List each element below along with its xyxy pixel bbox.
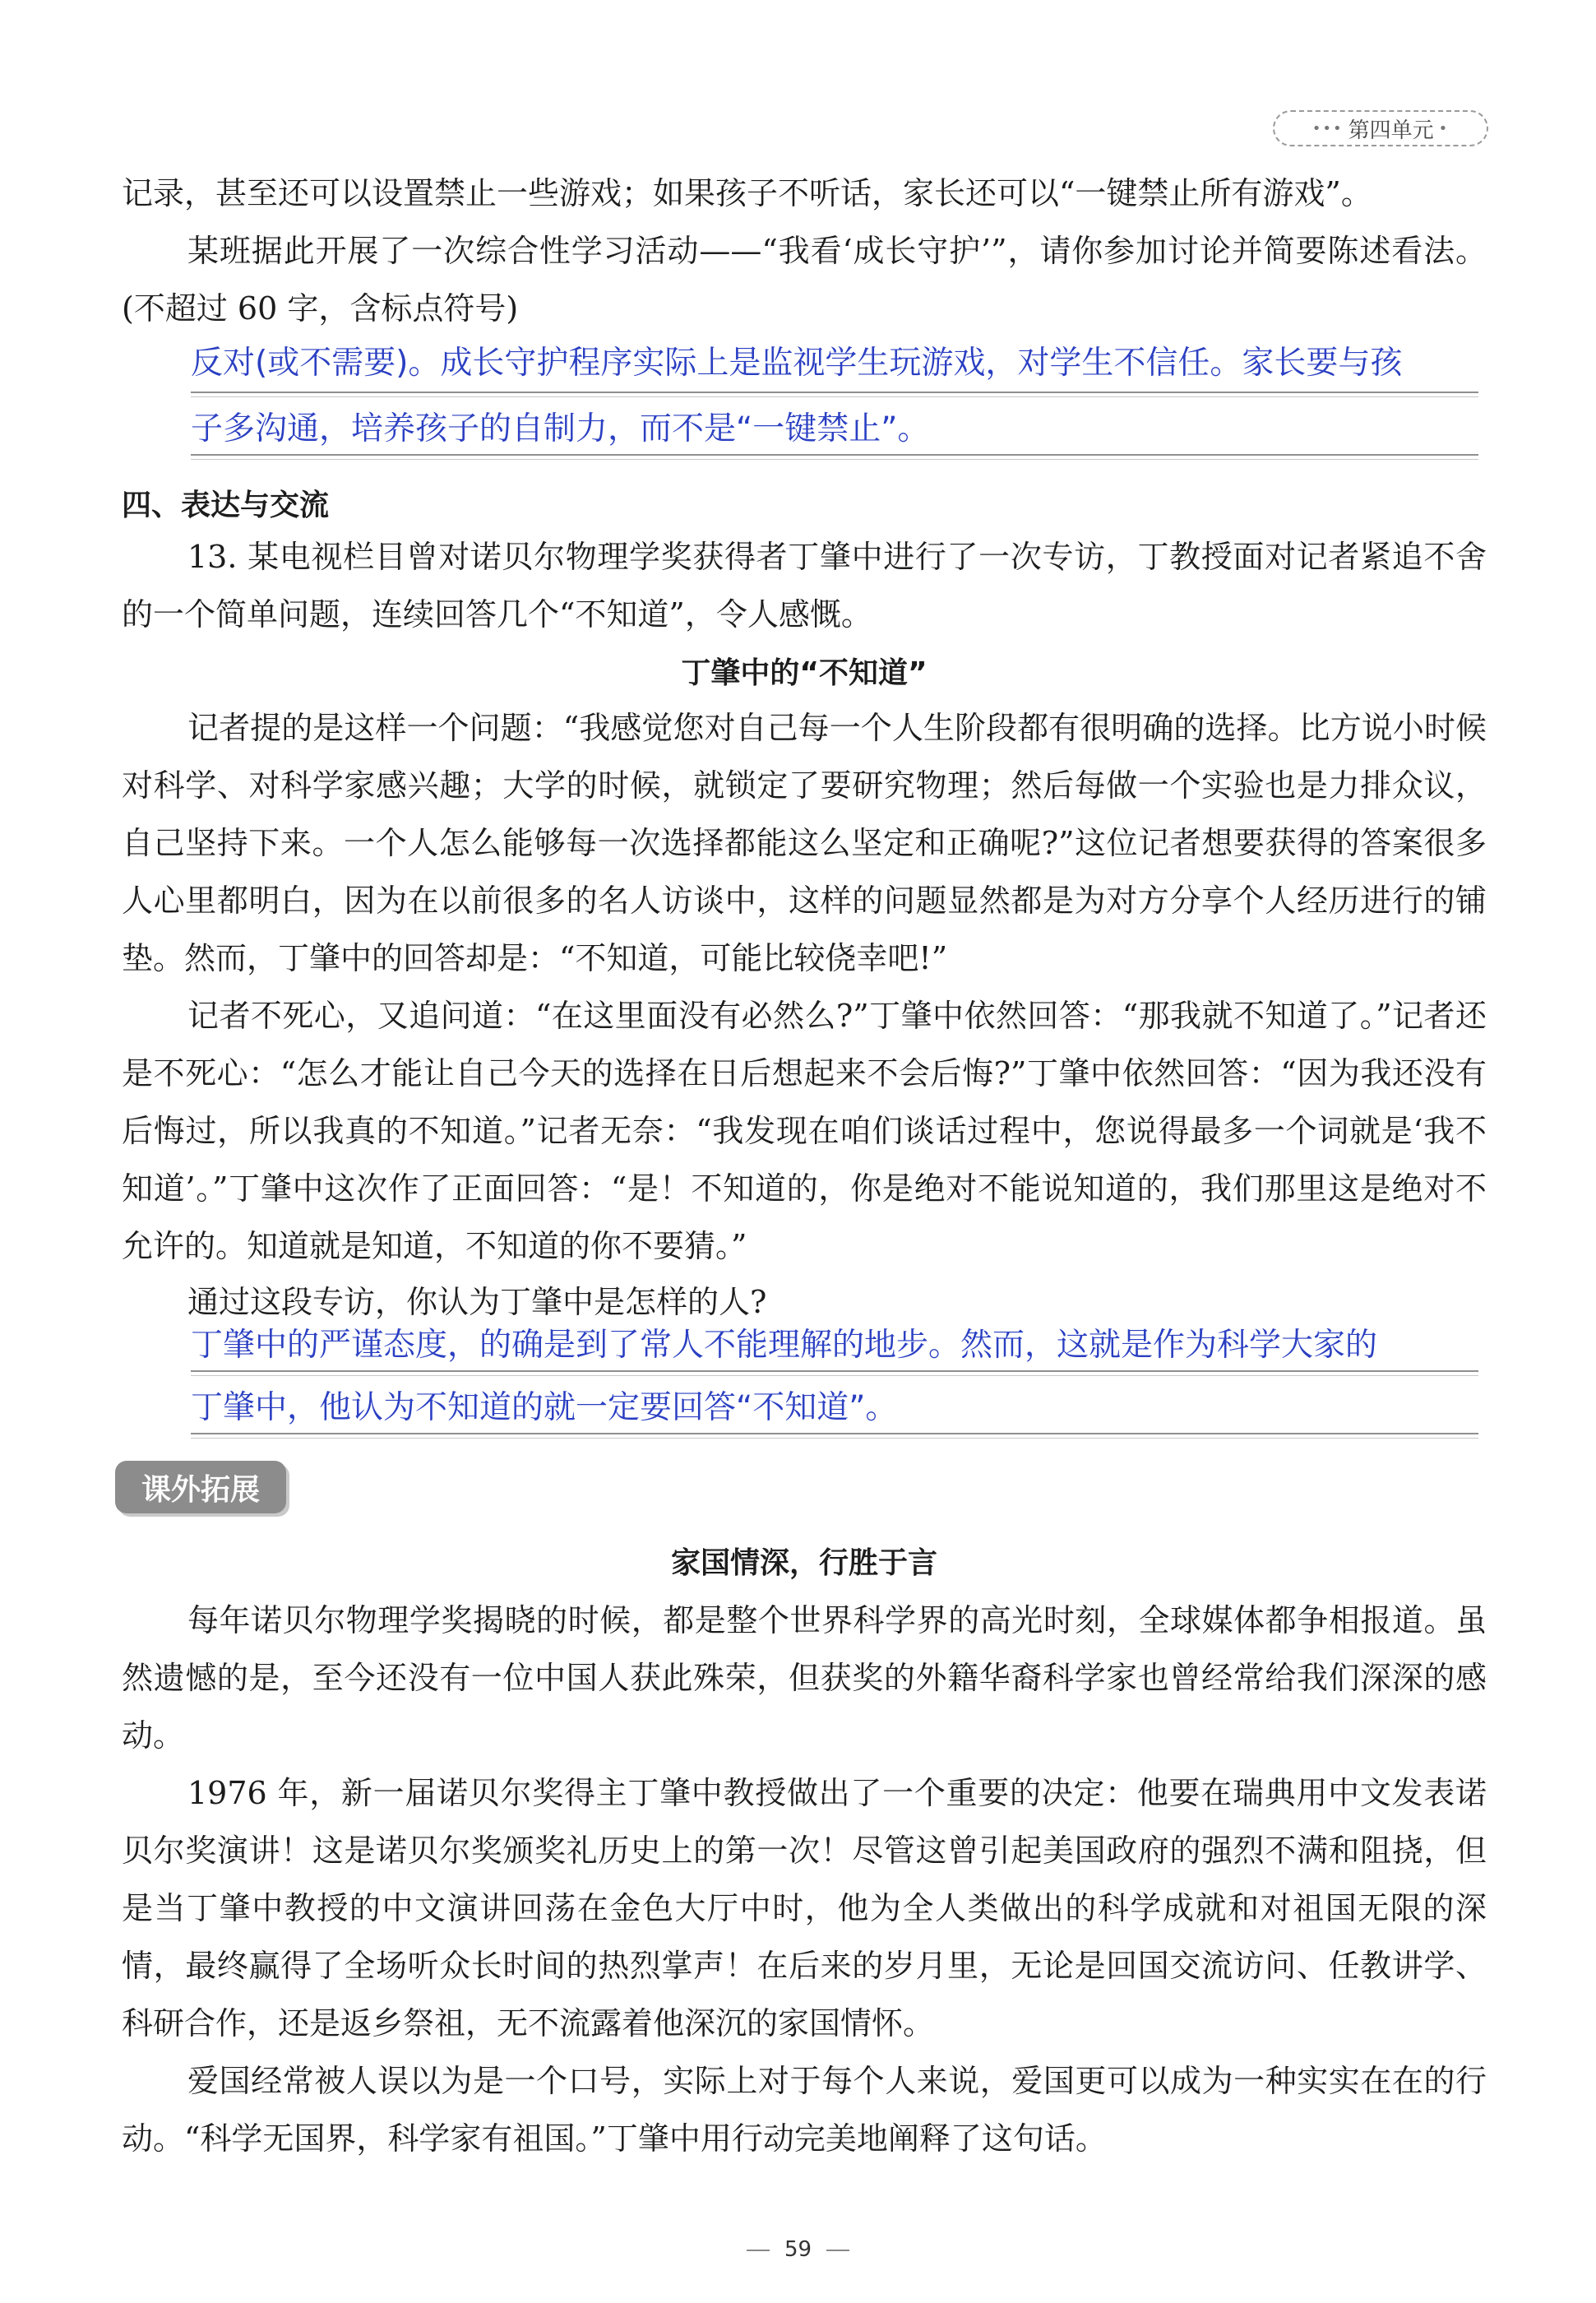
answer-line-2: 丁肇中，他认为不知道的就一定要回答“不知道”。 bbox=[191, 1389, 898, 1426]
question-text: 某班据此开展了一次综合性学习活动——“我看‘成长守护’”，请你参加讨论并简要陈述看法。(不超过 60 字，含标点符号) bbox=[122, 233, 1487, 327]
dash-decoration bbox=[826, 2250, 849, 2251]
page-number bbox=[0, 2237, 1596, 2262]
extension-title: 家国情深，行胜于言 bbox=[670, 1546, 937, 1580]
answer-line-2: 子多沟通，培养孩子的自制力，而不是“一键禁止”。 bbox=[191, 410, 930, 447]
extension-paragraph-1: 每年诺贝尔物理学奖揭晓的时候，都是整个世界科学界的高光时刻，全球媒体都争相报道。虽然遗憾的是，至今还没有一位中国人获此殊荣，但获奖的外籍华裔科学家也曾经常给我们深深的感动。 bbox=[122, 1602, 1487, 1754]
extension-paragraph-2: 1976 年，新一届诺贝尔奖得主丁肇中教授做出了一个重要的决定：他要在瑞典用中文发表诺贝尔奖演讲！这是诺贝尔奖颁奖礼历史上的第一次！尽管这曾引起美国政府的强烈不满和阻挠，但是当丁肇中教授的中文演讲回荡在金色大厅中时，他为全人类做出的科学成就和对祖国无限的深情，最终赢得了全场听众长时间的热烈掌声！在后来的岁月里，无论是回国交流访问、任教讲学、科研合作，还是返乡祭祖，无不流露着他深沉的家国情怀。 bbox=[122, 1775, 1487, 2041]
section-heading: 四、表达与交流 bbox=[122, 489, 330, 522]
unit-label: 第四单元 bbox=[1348, 118, 1434, 143]
dash-decoration bbox=[747, 2250, 770, 2251]
dots-decoration: ••• bbox=[1311, 119, 1344, 137]
article-paragraph-1: 记者提的是这样一个问题：“我感觉您对自己每一个人生阶段都有很明确的选择。比方说小时候对科学、对科学家感兴趣；大学的时候，就锁定了要研究物理；然后每做一个实验也是力排众议，自己坚持下来。一个人怎么能够每一次选择都能这么坚定和正确呢?”这位记者想要获得的答案很多人心里都明白，因为在以前很多的名人访谈中，这样的问题显然都是为对方分享个人经历进行的铺垫。然而，丁肇中的回答却是：“不知道，可能比较侥幸吧!” bbox=[122, 710, 1487, 976]
extension-badge: 课外拓展 bbox=[115, 1461, 286, 1513]
answer-rule bbox=[191, 1370, 1478, 1372]
answer-line-1: 丁肇中的严谨态度，的确是到了常人不能理解的地步。然而，这就是作为科学大家的 bbox=[191, 1327, 1378, 1364]
answer-rule bbox=[191, 454, 1478, 456]
unit-tag bbox=[1273, 110, 1488, 146]
continued-text: 记录，甚至还可以设置禁止一些游戏；如果孩子不听话，家长还可以“一键禁止所有游戏”。 bbox=[122, 175, 1372, 211]
dots-decoration: • bbox=[1438, 119, 1450, 137]
article-title: 丁肇中的“不知道” bbox=[681, 656, 928, 690]
question-13-intro: 13. 某电视栏目曾对诺贝尔物理学奖获得者丁肇中进行了一次专访，丁教授面对记者紧追不舍的一个简单问题，连续回答几个“不知道”，令人感慨。 bbox=[122, 539, 1487, 633]
answer-rule bbox=[191, 1433, 1478, 1434]
page-number-value: 59 bbox=[784, 2237, 812, 2262]
article-paragraph-2: 记者不死心，又追问道：“在这里面没有必然么?”丁肇中依然回答：“那我就不知道了。”记者还是不死心：“怎么才能让自己今天的选择在日后想起来不会后悔?”丁肇中依然回答：“因为我还没有后悔过，所以我真的不知道。”记者无奈：“我发现在咱们谈话过程中，您说得最多一个词就是‘我不知道’。”丁肇中这次作了正面回答：“是！不知道的，你是绝对不能说知道的，我们那里这是绝对不允许的。知道就是知道，不知道的你不要猜。” bbox=[122, 998, 1487, 1264]
question-13-prompt: 通过这段专访，你认为丁肇中是怎样的人? bbox=[187, 1284, 767, 1320]
answer-rule bbox=[191, 392, 1478, 393]
answer-line-1: 反对(或不需要)。成长守护程序实际上是监视学生玩游戏，对学生不信任。家长要与孩 bbox=[191, 345, 1403, 382]
extension-paragraph-3: 爱国经常被人误以为是一个口号，实际上对于每个人来说，爱国更可以成为一种实实在在的行动。“科学无国界，科学家有祖国。”丁肇中用行动完美地阐释了这句话。 bbox=[122, 2063, 1487, 2157]
